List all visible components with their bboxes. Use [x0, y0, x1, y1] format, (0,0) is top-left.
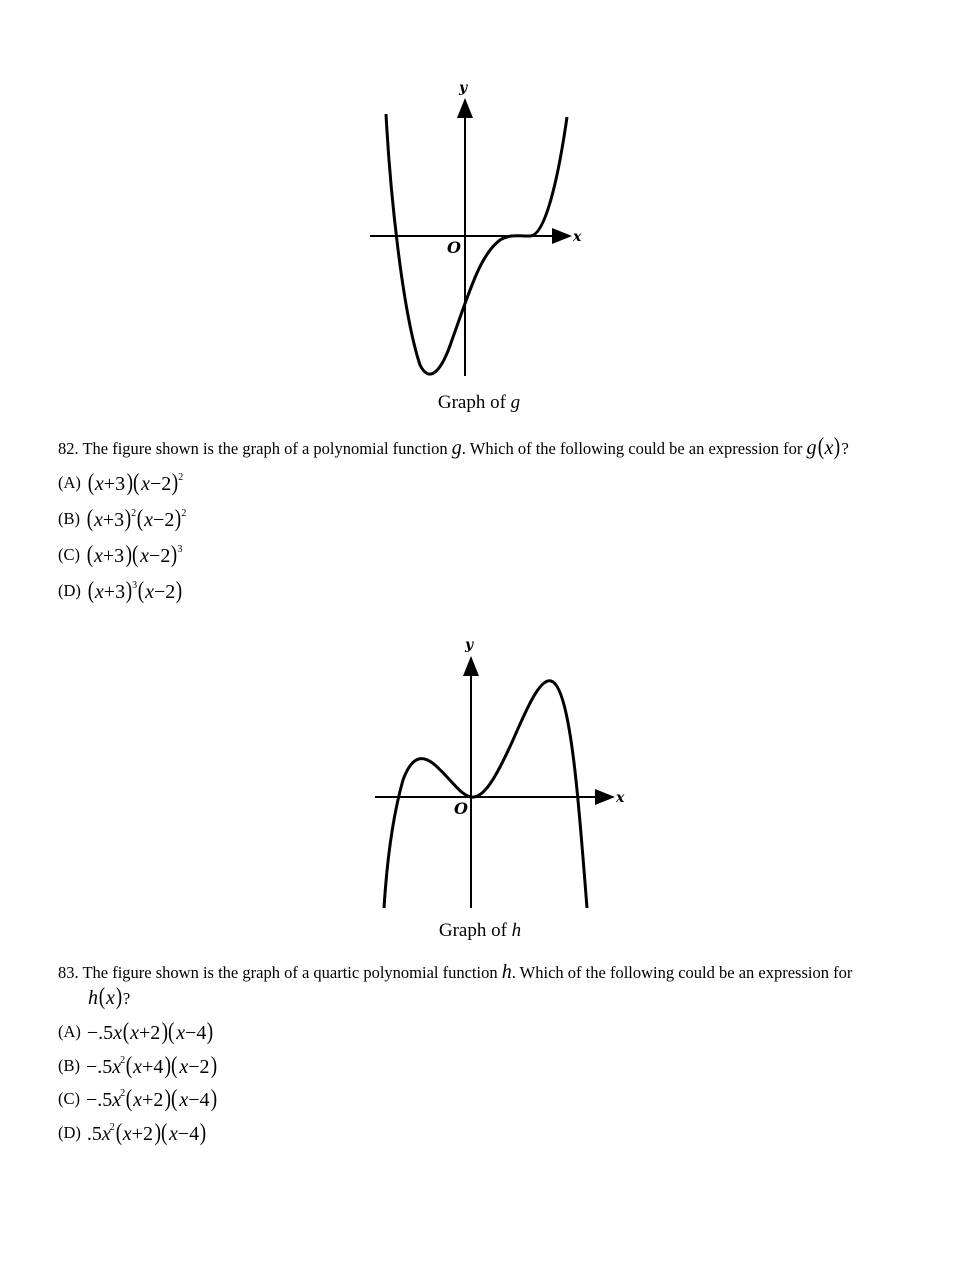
choice-82-d[interactable]: (D) $(x+3)^3(x-2)$	[58, 577, 183, 604]
question-number: 83.	[58, 963, 79, 982]
choice-82-c[interactable]: (C) $(x+3)(x-2)^3$	[58, 541, 183, 568]
curve-g	[386, 114, 567, 374]
origin-label: O	[447, 238, 461, 257]
y-axis-label: y	[465, 637, 474, 653]
graph-g	[360, 70, 600, 390]
choice-83-d[interactable]: (D) $.5x^2(x+2)(x-4)$	[58, 1119, 207, 1146]
question-number: 82.	[58, 439, 79, 458]
caption-g: Graph of g	[437, 392, 521, 413]
origin-label: O	[454, 799, 468, 818]
question-text: The figure shown is the graph of a quartic polynomial function	[82, 963, 498, 982]
choice-83-c[interactable]: (C) $-.5x^2(x+2)(x-4)$	[58, 1085, 217, 1112]
caption-h: Graph of h	[438, 920, 522, 941]
question-83: 83. The figure shown is the graph of a quartic polynomial function h. Which of the following could be an expression for h(x)?	[58, 961, 853, 1010]
choice-83-a[interactable]: (A) −.5x(x+2)(x−4)	[58, 1018, 214, 1045]
x-axis-label: x	[616, 790, 625, 806]
choice-82-a[interactable]: (A) $(x+3)(x-2)^2$	[58, 469, 184, 496]
choice-82-b[interactable]: (B) $(x+3)^2(x-2)^2$	[58, 505, 187, 532]
choice-83-b[interactable]: (B) $-.5x^2(x+4)(x-2)$	[58, 1052, 217, 1079]
y-axis-label: y	[459, 80, 468, 96]
question-text: The figure shown is the graph of a polynomial function	[82, 439, 448, 458]
graph-h	[365, 630, 645, 915]
curve-h	[384, 681, 587, 908]
question-82: 82. The figure shown is the graph of a polynomial function g. Which of the following could be an expression for g(x)?	[58, 434, 849, 460]
x-axis-label: x	[573, 229, 582, 245]
